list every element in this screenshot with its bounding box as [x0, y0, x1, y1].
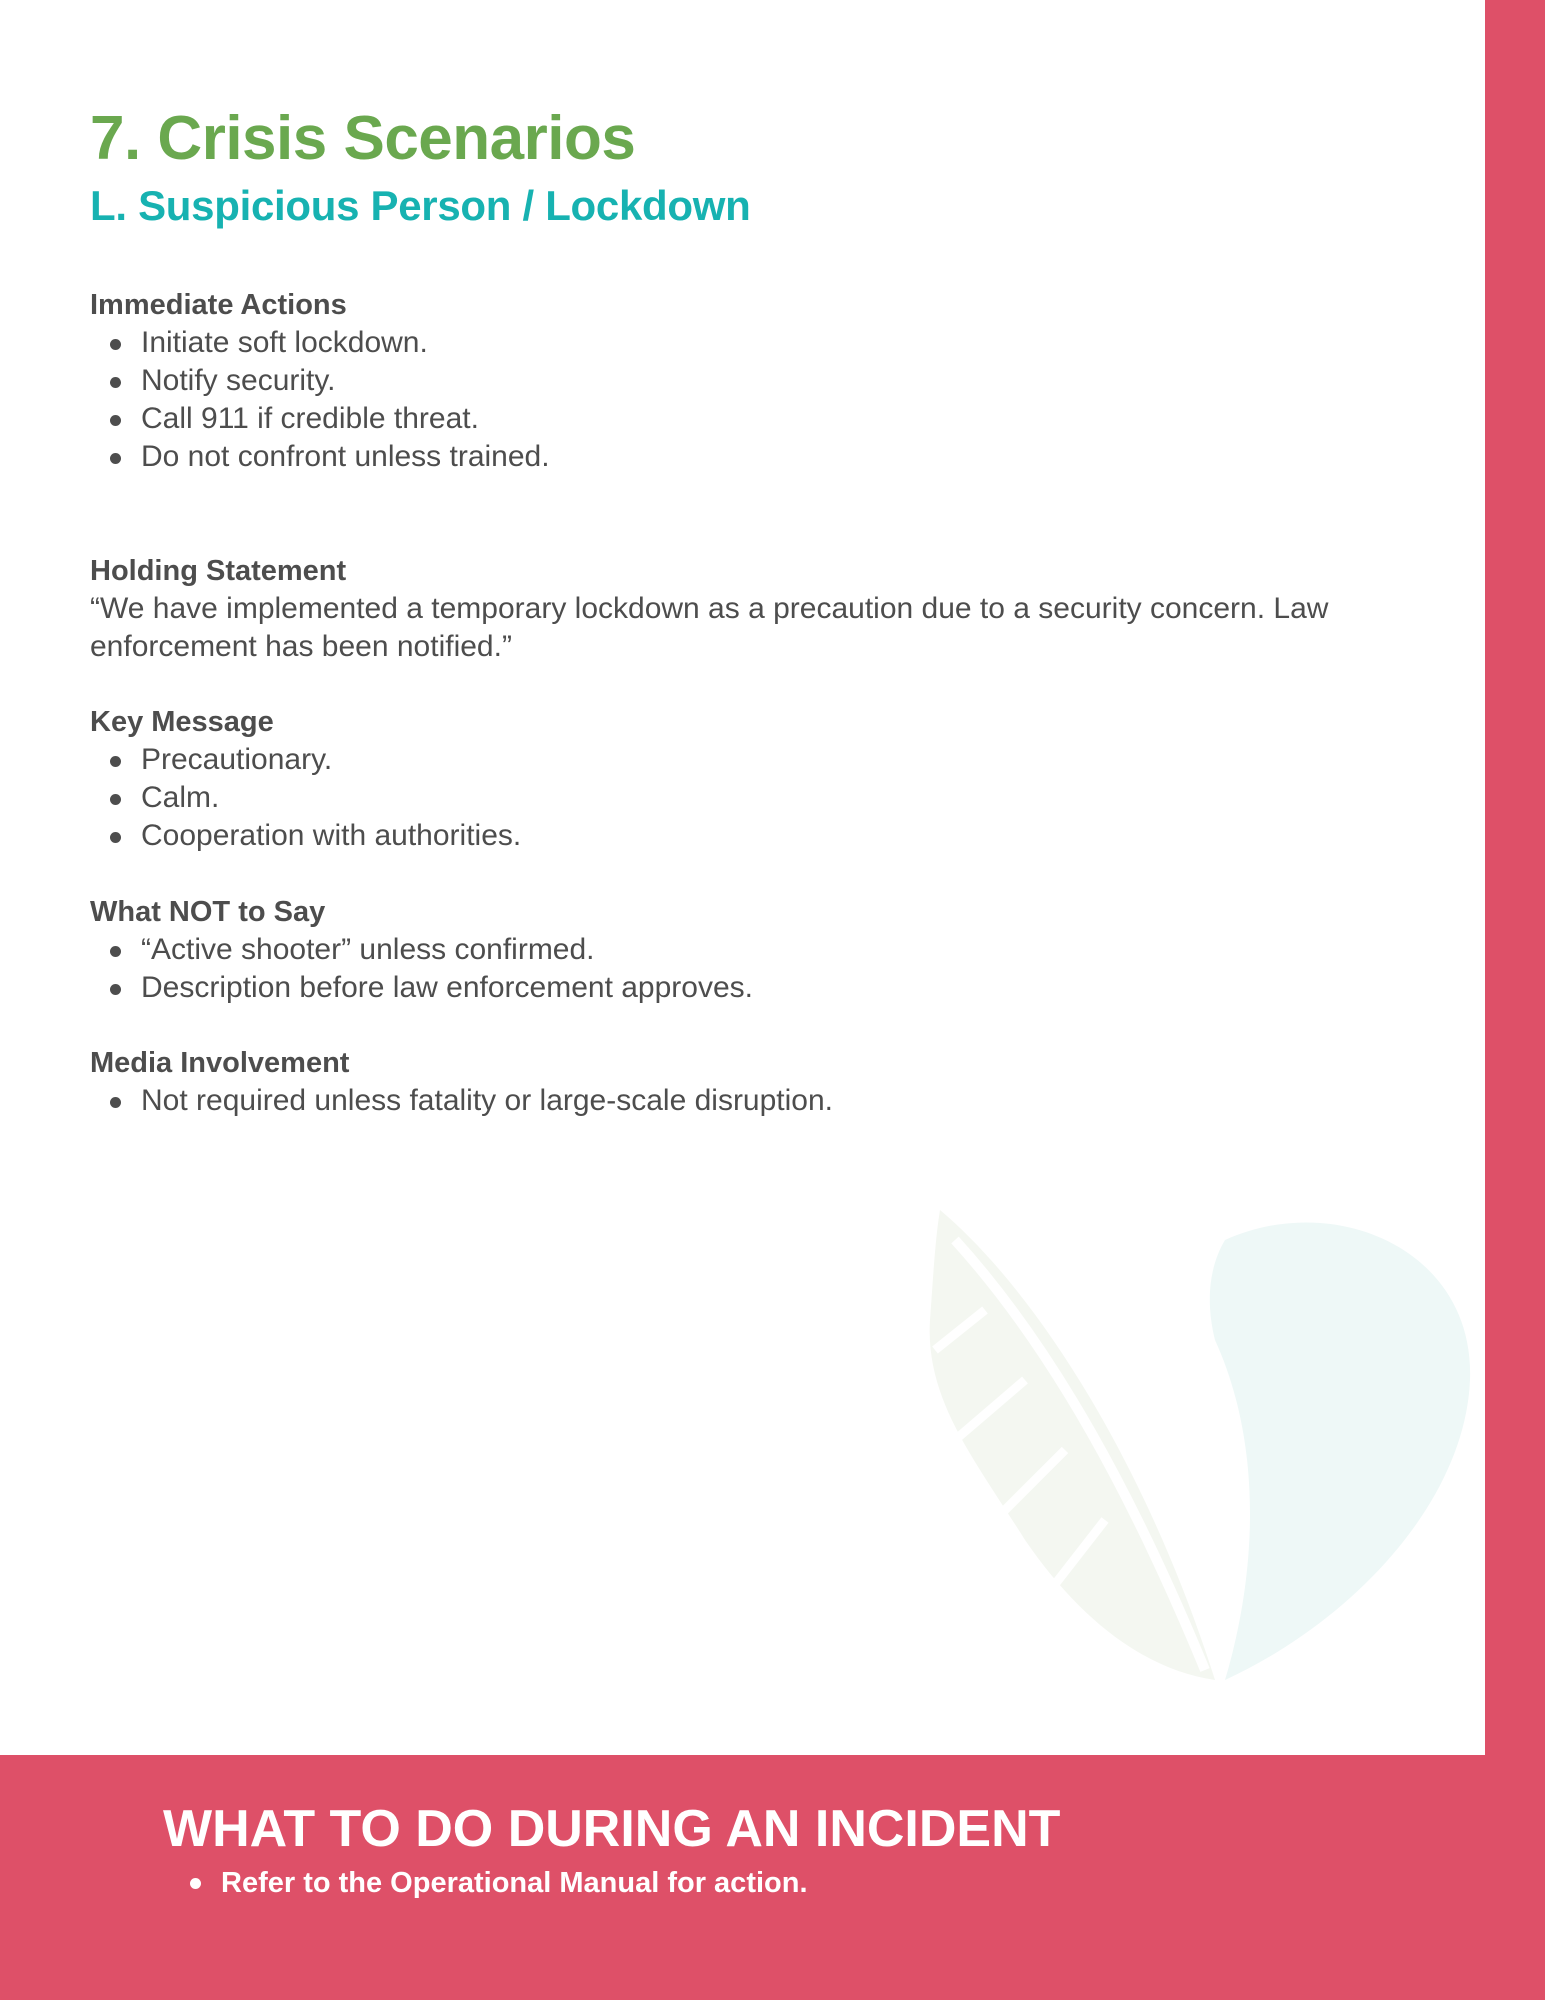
list-item: Precautionary. — [141, 741, 1470, 779]
list-item: Notify security. — [141, 362, 1470, 400]
what-not-to-say-heading: What NOT to Say — [90, 896, 326, 928]
list-item: Initiate soft lockdown. — [141, 324, 1470, 362]
media-involvement-heading: Media Involvement — [90, 1047, 350, 1079]
list-item: “Active shooter” unless confirmed. — [141, 931, 1470, 969]
footer-list-item: Refer to the Operational Manual for action. — [221, 1863, 808, 1903]
footer-list — [221, 1863, 808, 1903]
page-subtitle: L. Suspicious Person / Lockdown — [90, 182, 751, 229]
immediate-actions-heading: Immediate Actions — [90, 289, 347, 321]
list-item: Call 911 if credible threat. — [141, 400, 1470, 438]
key-message-heading: Key Message — [90, 706, 274, 738]
immediate-actions-list — [90, 324, 1470, 476]
list-item: Cooperation with authorities. — [141, 817, 1470, 855]
page-content — [90, 100, 1470, 1117]
media-involvement-section — [90, 1044, 1470, 1120]
list-item: Not required unless fatality or large-scale disruption. — [141, 1082, 1470, 1120]
immediate-actions-section — [90, 286, 1470, 476]
key-message-section — [90, 703, 1470, 855]
what-not-to-say-list — [90, 931, 1470, 1007]
holding-statement-text: “We have implemented a temporary lockdown as a precaution due to a security concern. Law enforcement has been notified.” — [90, 592, 1329, 663]
holding-statement-section — [90, 552, 1470, 666]
list-item: Do not confront unless trained. — [141, 438, 1470, 476]
leaf-heart-watermark-icon — [915, 1200, 1485, 1700]
right-accent-bar — [1485, 0, 1545, 1755]
footer-heading: WHAT TO DO DURING AN INCIDENT — [163, 1800, 1061, 1858]
what-not-to-say-section — [90, 893, 1470, 1007]
incident-footer-banner — [0, 1755, 1545, 2000]
media-involvement-list — [90, 1082, 1470, 1120]
key-message-list — [90, 741, 1470, 855]
page-title: 7. Crisis Scenarios — [90, 104, 636, 173]
list-item: Calm. — [141, 779, 1470, 817]
list-item: Description before law enforcement approves. — [141, 969, 1470, 1007]
holding-statement-heading: Holding Statement — [90, 555, 347, 587]
